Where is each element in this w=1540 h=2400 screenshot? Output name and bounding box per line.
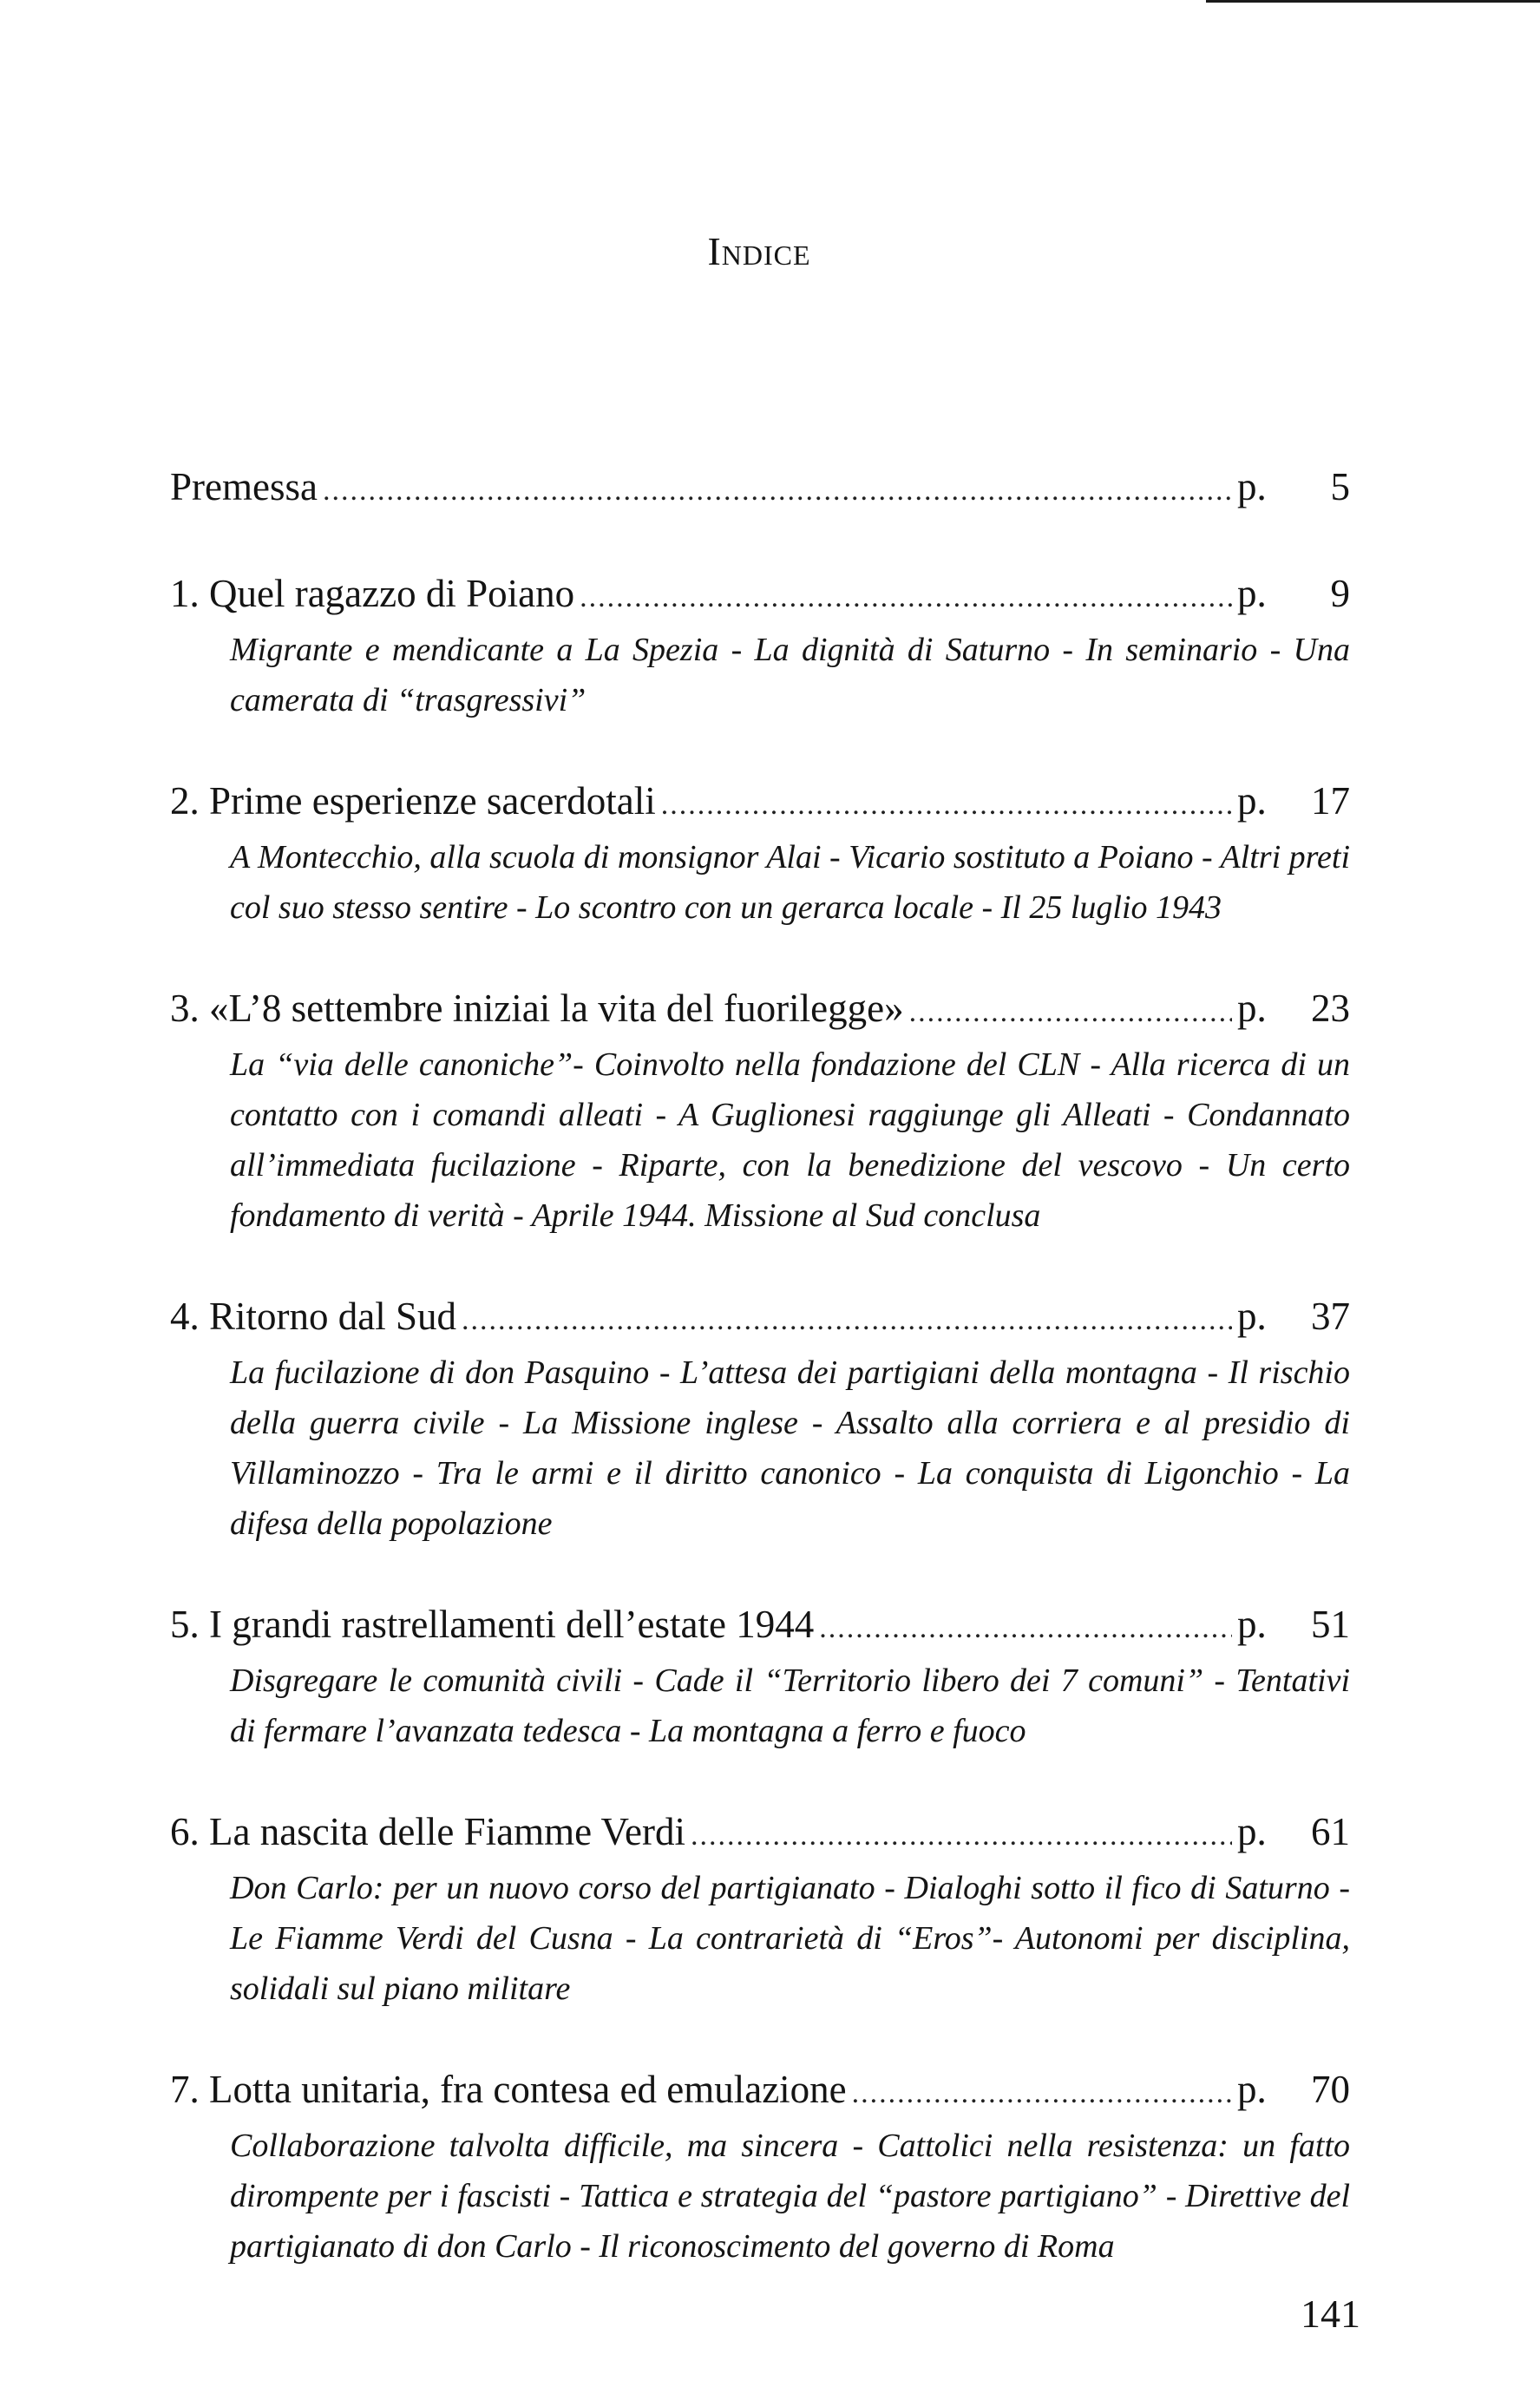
page-prefix: p. — [1237, 987, 1267, 1030]
toc-entry-subtopics: Disgregare le comunità civili - Cade il “Territorio libero dei 7 comuni” - Tentativi di fermare l’avanzata tedesca - La montagna a ferro e fuoco — [230, 1662, 1350, 1749]
toc-page-number: 37 — [1311, 1295, 1350, 1338]
page-prefix: p. — [1237, 1603, 1267, 1646]
toc-page-number: 51 — [1311, 1603, 1350, 1646]
toc-entry-title: 4. Ritorno dal Sud — [170, 1295, 457, 1338]
toc-entry-chapter-6 — [170, 1805, 1350, 2014]
toc-entry-chapter-2 — [170, 774, 1350, 933]
toc-entry-chapter-7 — [170, 2062, 1350, 2272]
toc-page-number: 17 — [1311, 779, 1350, 823]
toc-entry-subtopics: La “via delle canoniche”- Coinvolto nella fondazione del CLN - Alla ricerca di un contatto con i comandi alleati - A Guglionesi raggiunge gli Alleati - Condannato all’immediata fucilazione - Riparte, con la benedizione del vescovo - Un certo fondamento di verità - Aprile 1944. Missione al Sud conclusa — [230, 1046, 1350, 1234]
toc-entry-line — [170, 460, 1350, 518]
toc-entry-premessa — [170, 460, 1350, 518]
page-prefix: p. — [1237, 1295, 1267, 1338]
toc-page-number: 23 — [1311, 987, 1350, 1030]
page-reference — [1237, 774, 1350, 828]
page-reference — [1237, 460, 1350, 514]
toc-entry-line — [170, 1805, 1350, 1863]
toc-page-number: 5 — [1330, 465, 1350, 508]
toc-entry-subtopics: Collaborazione talvolta difficile, ma sincera - Cattolici nella resistenza: un fatto dirompente per i fascisti - Tattica e strategia del “pastore partigiano” - Direttive del partigianato di don Carlo - Il riconoscimento del governo di Roma — [230, 2128, 1350, 2265]
page-prefix: p. — [1237, 779, 1267, 823]
top-rule — [1206, 0, 1540, 3]
toc-page-number: 61 — [1311, 1810, 1350, 1853]
toc-entry-line — [170, 981, 1350, 1039]
page-prefix: p. — [1237, 2068, 1267, 2111]
dot-leader — [819, 1602, 1232, 1656]
toc-entry-title: 6. La nascita delle Fiamme Verdi — [170, 1810, 685, 1853]
toc-page-number: 70 — [1311, 2068, 1350, 2111]
table-of-contents — [170, 460, 1350, 2320]
toc-entry-subtopics: Don Carlo: per un nuovo corso del partigianato - Dialoghi sotto il fico di Saturno - Le Fiamme Verdi del Cusna - La contrarietà di “Eros”- Autonomi per disciplina, solidali sul piano militare — [230, 1870, 1350, 2007]
dot-leader — [691, 1809, 1232, 1863]
page-reference — [1237, 1289, 1350, 1343]
dot-leader — [580, 571, 1232, 625]
page-prefix: p. — [1237, 1810, 1267, 1853]
toc-entry-line — [170, 567, 1350, 625]
toc-entry-line — [170, 2062, 1350, 2121]
toc-entry-line — [170, 774, 1350, 832]
dot-leader — [661, 778, 1232, 832]
page-prefix: p. — [1237, 572, 1267, 615]
toc-entry-title: 2. Prime esperienze sacerdotali — [170, 779, 656, 823]
dot-leader — [852, 2067, 1232, 2121]
toc-entry-title: 5. I grandi rastrellamenti dell’estate 1944 — [170, 1603, 815, 1646]
toc-entry-title: 7. Lotta unitaria, fra contesa ed emulazione — [170, 2068, 847, 2111]
page-title: Indice — [707, 228, 811, 273]
toc-entry-title: 3. «L’8 settembre iniziai la vita del fuorilegge» — [170, 987, 904, 1030]
toc-entry-title: 1. Quel ragazzo di Poiano — [170, 572, 575, 615]
toc-entry-title: Premessa — [170, 465, 318, 508]
page-reference — [1237, 981, 1350, 1035]
page-reference — [1237, 1597, 1350, 1651]
page-number: 141 — [1301, 2292, 1360, 2336]
toc-entry-subtopics: A Montecchio, alla scuola di monsignor Alai - Vicario sostituto a Poiano - Altri preti col suo stesso sentire - Lo scontro con un gerarca locale - Il 25 luglio 1943 — [230, 839, 1350, 926]
page-prefix: p. — [1237, 465, 1267, 508]
toc-entry-chapter-3 — [170, 981, 1350, 1241]
toc-entry-chapter-5 — [170, 1597, 1350, 1756]
page-reference — [1237, 1805, 1350, 1859]
toc-entry-subtopics: La fucilazione di don Pasquino - L’attesa dei partigiani della montagna - Il rischio della guerra civile - La Missione inglese - Assalto alla corriera e al presidio di Villaminozzo - Tra le armi e il diritto canonico - La conquista di Ligonchio - La difesa della popolazione — [230, 1354, 1350, 1542]
page-reference — [1237, 2062, 1350, 2116]
dot-leader — [909, 986, 1232, 1039]
page-reference — [1237, 567, 1350, 620]
toc-entry-line — [170, 1289, 1350, 1348]
toc-entry-subtopics: Migrante e mendicante a La Spezia - La dignità di Saturno - In seminario - Una camerata di “trasgressivi” — [230, 632, 1350, 718]
toc-entry-chapter-1 — [170, 567, 1350, 725]
dot-leader — [462, 1294, 1232, 1348]
toc-entry-line — [170, 1597, 1350, 1656]
toc-page-number: 9 — [1330, 572, 1350, 615]
toc-entry-chapter-4 — [170, 1289, 1350, 1549]
dot-leader — [323, 464, 1232, 518]
